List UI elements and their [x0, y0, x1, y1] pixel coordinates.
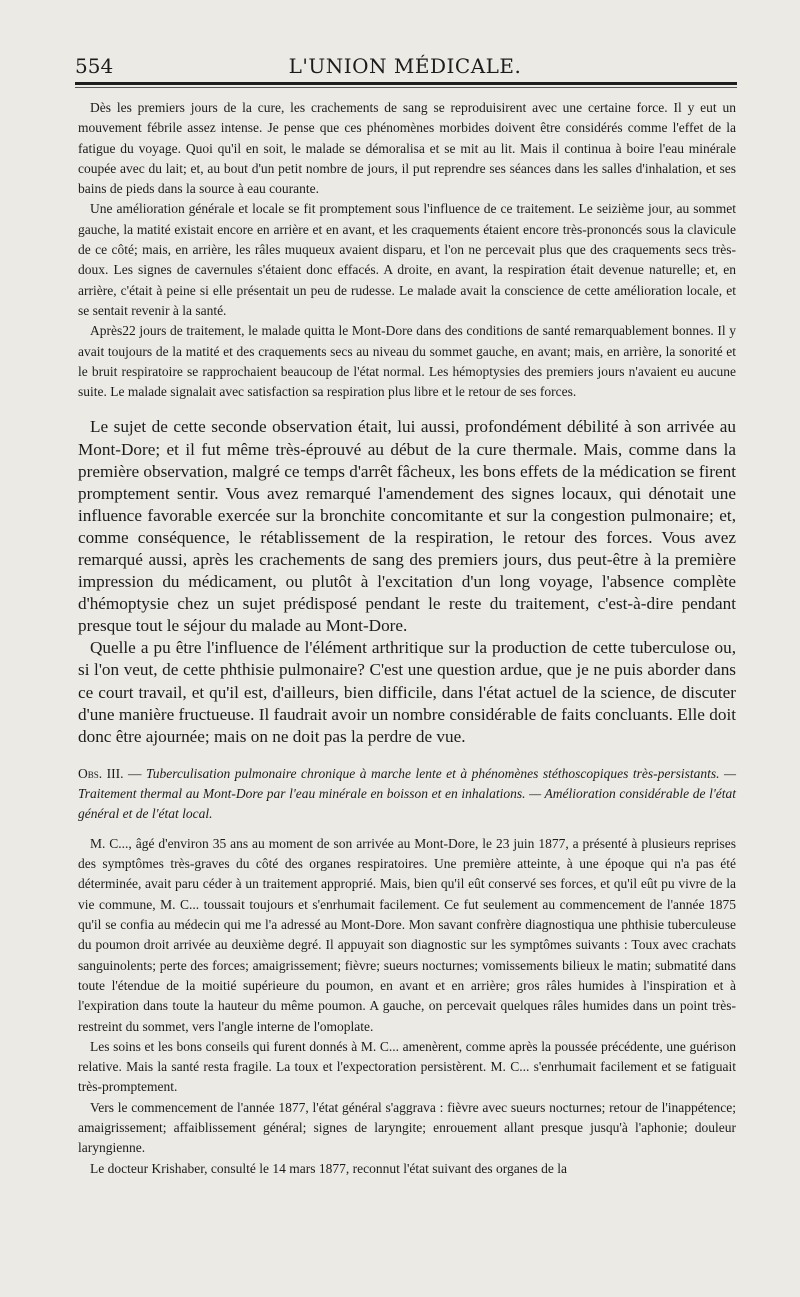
paragraph: Dès les premiers jours de la cure, les crachements de sang se reproduisirent avec une certaine force. Il y eut un mouvement fébrile assez intense. Je pense que ces phénomènes morbides doivent être considérés comme l'effet de la fatigue du voyage. Quoi qu'il en soit, le malade se démoralisa et se mit au lit. Mais il continua à boire l'eau minérale coupée avec du lait; et, au bout d'un petit nombre de jours, il put reprendre ses séances dans les salles d'inhalation, et ses bains de pieds dans la source à eau courante.: [78, 100, 736, 197]
observation-label: Obs. III. —: [78, 765, 142, 781]
article-body: [78, 98, 736, 1179]
commentary-paragraph: Le sujet de cette seconde observation était, lui aussi, profondément débilité à son arrivée au Mont-Dore; et il fut même très-éprouvé au début de la cure thermale. Mais, comme dans la première observation, malgré ce temps d'arrêt fâcheux, les bons effets de la médication se firent promptement sentir. Vous avez remarqué l'amendement des signes locaux, qui dénotait une influence favorable exercée sur la bronchite concomitante et sur la congestion pulmonaire; et, comme conséquence, le rétablissement de la respiration, le retour des forces. Vous avez remarqué aussi, après les crachements de sang des premiers jours, dus peut-être à la première impression du médicament, ou plutôt à l'excitation d'un long voyage, l'absence complète d'hémoptysie chez un sujet prédisposé pendant le reste du traitement, c'est-à-dire pendant presque tout le séjour du malade au Mont-Dore.: [78, 417, 736, 636]
header-rule: [75, 82, 737, 85]
observation-title: Tuberculisation pulmonaire chronique à marche lente et à phénomènes stéthoscopiques très-persistants. — Traitement thermal au Mont-Dore par l'eau minérale en boisson et en inhalations. — Amélioration considérable de l'état général et de l'état local.: [78, 765, 737, 821]
header-rule-thin: [75, 87, 737, 88]
paragraph: Vers le commencement de l'année 1877, l'état général s'aggrava : fièvre avec sueurs nocturnes; retour de l'inappétence; amaigrissement; affaiblissement général; signes de laryngite; enrouement allant presque jusqu'à l'aphonie; douleur laryngienne.: [78, 1099, 736, 1156]
paragraph: Le docteur Krishaber, consulté le 14 mars 1877, reconnut l'état suivant des organes de la: [90, 1160, 567, 1176]
page-header: [75, 50, 735, 80]
paragraph: Les soins et les bons conseils qui furent donnés à M. C... amenèrent, comme après la poussée précédente, une guérison relative. Mais la santé resta fragile. La toux et l'expectoration persistèrent. M. C... s'enrhumait facilement et se fatiguait très-promptement.: [78, 1038, 736, 1095]
running-title: L'UNION MÉDICALE.: [288, 54, 522, 78]
commentary-paragraph: Quelle a pu être l'influence de l'élément arthritique sur la production de cette tuberculose ou, si l'on veut, de cette phthisie pulmonaire? C'est une question ardue, que je ne puis aborder dans ce court travail, et qu'il est, d'ailleurs, bien difficile, dans l'état actuel de la science, de discuter d'une manière fructueuse. Il faudrait avoir un nombre considérable de faits concluants. Elle doit donc être ajournée; mais on ne doit pas la perdre de vue.: [78, 638, 736, 746]
paragraph: M. C..., âgé d'environ 35 ans au moment de son arrivée au Mont-Dore, le 23 juin 1877, a présenté à plusieurs reprises des symptômes très-graves du côté des organes respiratoires. Une première atteinte, à une époque qui n'a pas été déterminée, avait paru céder à un traitement approprié. Mais, bien qu'il eût conservé ses forces, et qu'il eût pu vivre de la vie commune, M. C... toussait toujours et s'enrhumait facilement. Ce fut seulement au commencement de l'année 1875 qu'il se confia au médecin qui me l'a adressé au Mont-Dore. Mon savant confrère diagnostiqua une phthisie tuberculeuse du poumon droit arrivée au deuxième degré. Il appuyait son diagnostic sur les symptômes suivants : Toux avec crachats sanguinolents; perte des forces; amaigrissement; fièvre; sueurs nocturnes; vomissements bilieux le matin; submatité dans toute l'étendue de la moitié supérieure du poumon, en avant et en arrière; gros râles humides à l'inspiration et à l'expiration dans toute la hauteur du même poumon. A gauche, on percevait quelques râles humides dans un point très-restreint du sommet, vers l'angle interne de l'omoplate.: [78, 835, 736, 1034]
paragraph: Après22 jours de traitement, le malade quitta le Mont-Dore dans des conditions de santé remarquablement bonnes. Il y avait toujours de la matité et des craquements secs au niveau du sommet gauche, en avant; mais, en arrière, la sonorité et le bruit respiratoire se rapprochaient beaucoup de l'état normal. Les hémoptysies des premiers jours n'avaient eu aucune suite. Le malade signalait avec satisfaction sa respiration plus libre et le retour de ses forces.: [78, 323, 736, 400]
paragraph: Une amélioration générale et locale se fit promptement sous l'influence de ce traitement. Le seizième jour, au sommet gauche, la matité existait encore en arrière et en avant, et les craquements étaient encore très-prononcés sous la clavicule de ce côté; mais, en arrière, les râles muqueux avaient disparu, et l'on ne percevait plus que des craquements secs très-doux. Les signes de cavernules s'étaient donc effacés. A droite, en avant, la respiration était devenue naturelle; et, en arrière, c'était à peine si elle présentait un peu de rudesse. Le malade avait la conscience de cette amélioration locale, et se sentait revenir à la santé.: [78, 201, 736, 318]
page-number: 554: [75, 54, 114, 78]
observation-heading: [78, 764, 736, 824]
